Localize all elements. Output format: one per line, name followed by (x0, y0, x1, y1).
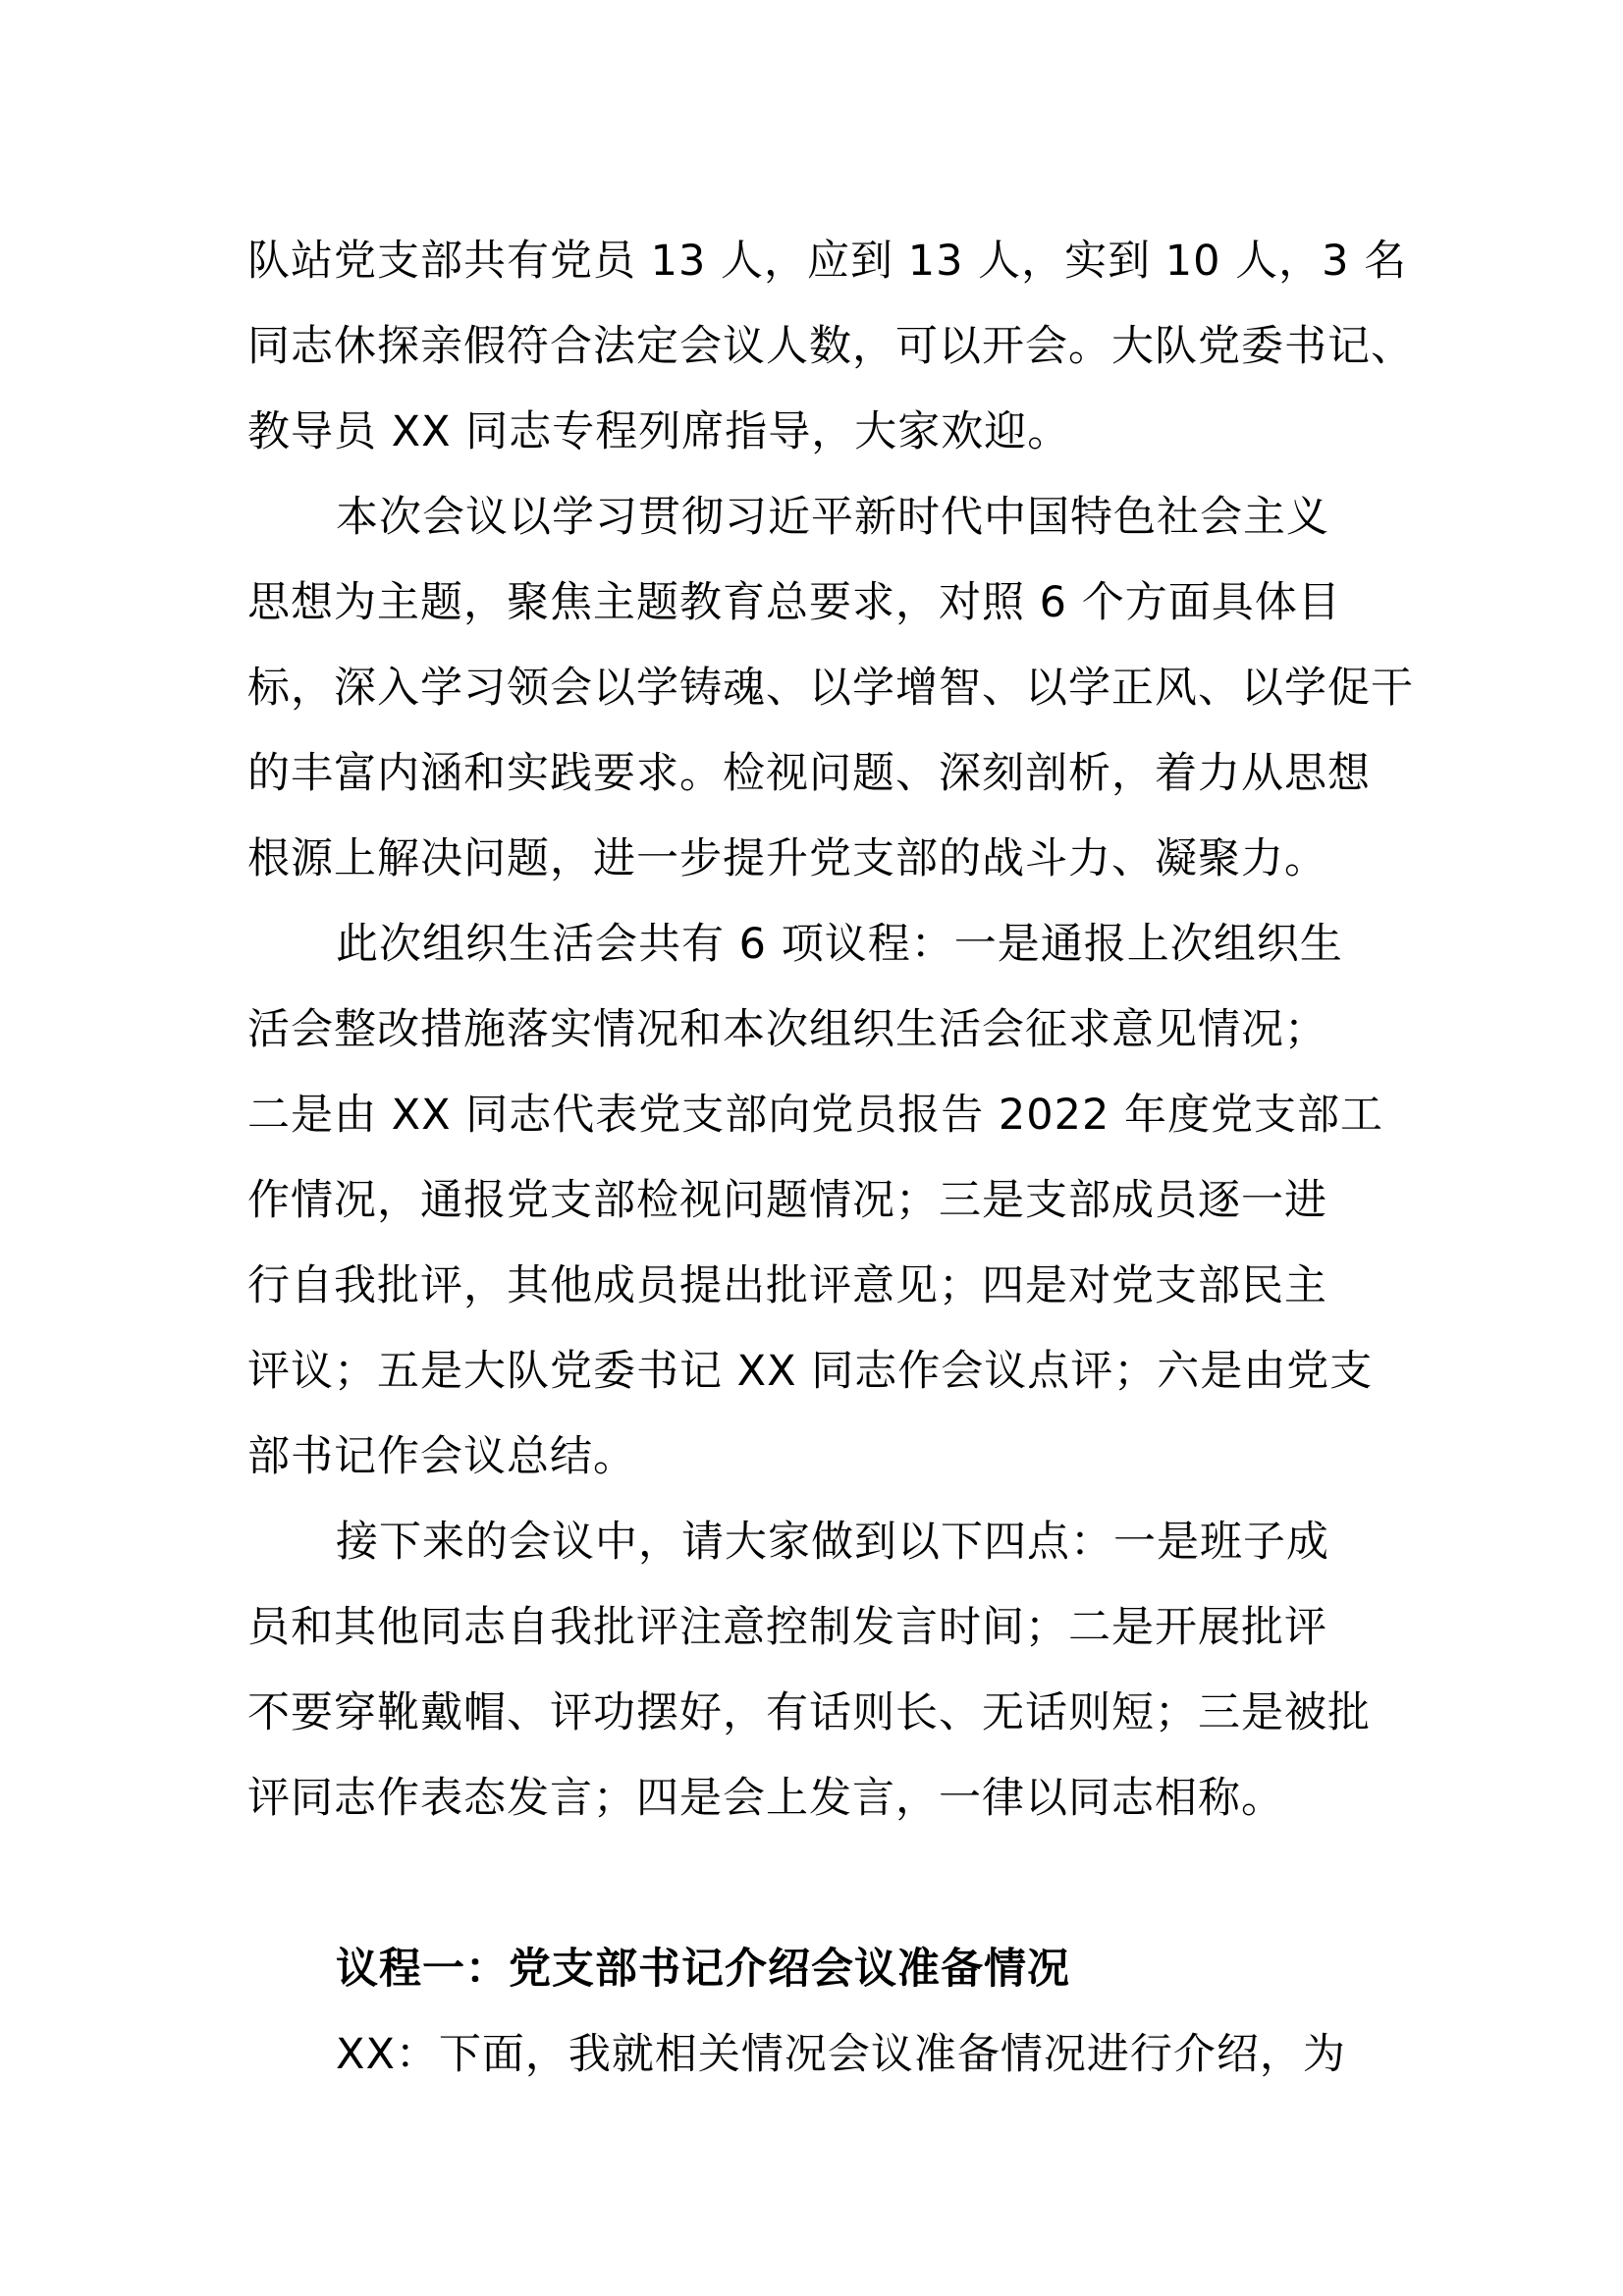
text-line: 员和其他同志自我批评注意控制发言时间；二是开展批评 (247, 1603, 1327, 1652)
text-line: 根源上解决问题，进一步提升党支部的战斗力、凝聚力。 (247, 834, 1327, 883)
text-line: 同志休探亲假符合法定会议人数，可以开会。大队党委书记、 (247, 322, 1414, 371)
text-line: 评议；五是大队党委书记 XX 同志作会议点评；六是由党支 (247, 1347, 1374, 1396)
document-page (247, 219, 1414, 2098)
paragraph-attendance (247, 219, 1414, 475)
text-line: 的丰富内涵和实践要求。检视问题、深刻剖析，着力从思想 (247, 749, 1371, 798)
text-line: 作情况，通报党支部检视问题情况；三是支部成员逐一进 (247, 1176, 1327, 1225)
text-line: 接下来的会议中，请大家做到以下四点：一是班子成 (336, 1518, 1329, 1567)
spacer (247, 1842, 1396, 1927)
text-line: 思想为主题，聚焦主题教育总要求，对照 6 个方面具体目 (247, 578, 1341, 627)
text-line: 部书记作会议总结。 (247, 1432, 636, 1481)
text-line: 教导员 XX 同志专程列席指导，大家欢迎。 (247, 407, 1071, 456)
text-line: 不要穿靴戴帽、评功摆好，有话则长、无话则短；三是被批 (247, 1688, 1371, 1737)
text-line: 此次组织生活会共有 6 项议程：一是通报上次组织生 (336, 920, 1343, 969)
text-line: 评同志作表态发言；四是会上发言，一律以同志相称。 (247, 1774, 1284, 1823)
section-heading: 议程一：党支部书记介绍会议准备情况 (336, 1945, 1070, 1994)
text-line: 标，深入学习领会以学铸魂、以学增智、以学正风、以学促干 (247, 664, 1414, 713)
paragraph-agenda (247, 902, 1396, 1500)
text-line: 二是由 XX 同志代表党支部向党员报告 2022 年度党支部工 (247, 1091, 1384, 1140)
paragraph-theme (247, 475, 1414, 902)
text-line: 队站党支部共有党员 13 人，应到 13 人，实到 10 人，3 名 (247, 237, 1408, 286)
paragraph-rules (247, 1500, 1396, 1842)
text-line: 活会整改措施落实情况和本次组织生活会征求意见情况； (247, 1005, 1327, 1054)
text-line: 行自我批评，其他成员提出批评意见；四是对党支部民主 (247, 1261, 1327, 1310)
text-line: XX：下面，我就相关情况会议准备情况进行介绍，为 (336, 2030, 1346, 2079)
text-line: 本次会议以学习贯彻习近平新时代中国特色社会主义 (336, 493, 1329, 542)
